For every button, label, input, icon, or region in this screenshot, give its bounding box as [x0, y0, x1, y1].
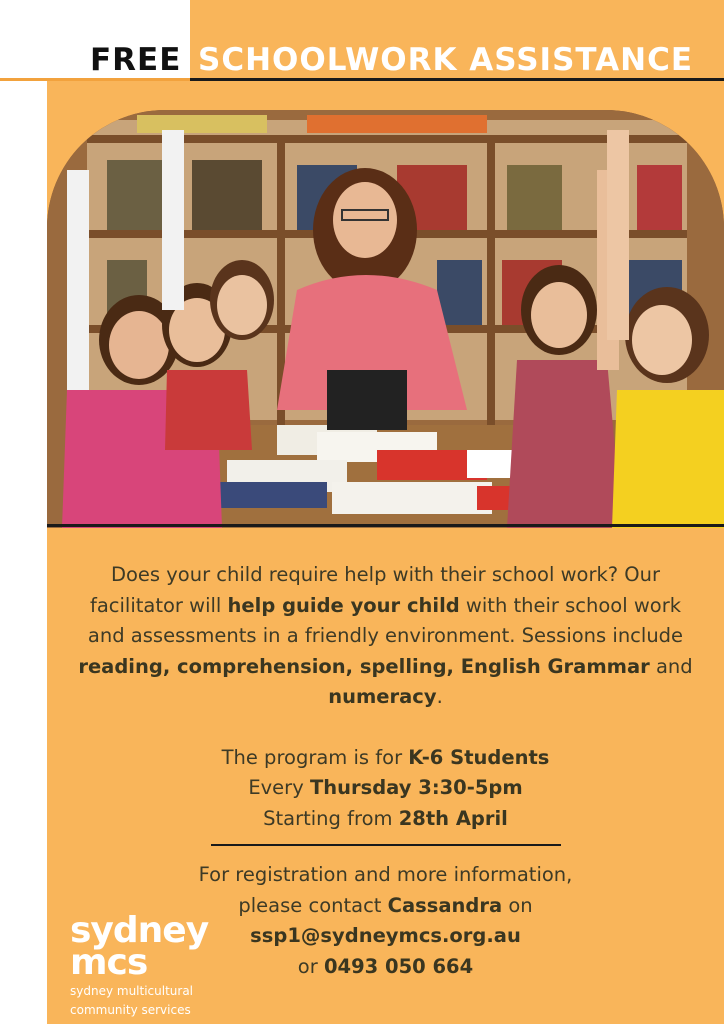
intro-bold-3: numeracy — [328, 685, 437, 708]
sydney-mcs-logo — [70, 910, 209, 1017]
content-divider — [211, 844, 561, 846]
program-start-label: Starting from — [263, 806, 399, 830]
contact-line-1: For registration and more information, — [198, 863, 573, 886]
program-audience — [47, 743, 724, 774]
photo-bottom-rule — [47, 524, 724, 527]
page-title: SCHOOLWORK ASSISTANCE — [198, 42, 694, 78]
intro-text-2: with their school work and assessments in a friendly environment. Sessions include — [87, 593, 684, 647]
logo-tagline-1: sydney multicultural — [70, 984, 194, 998]
free-label: FREE — [90, 42, 182, 78]
program-schedule — [47, 773, 724, 804]
classroom-photo — [47, 110, 724, 528]
program-start-value: 28th April — [398, 806, 508, 830]
intro-text-4: . — [436, 685, 443, 708]
contact-phone-prefix: or — [297, 954, 324, 978]
program-audience-label: The program is for — [221, 745, 409, 769]
contact-name: Cassandra — [387, 893, 503, 917]
contact-phone[interactable]: 0493 050 664 — [323, 954, 474, 978]
program-schedule-value: Thursday 3:30-5pm — [309, 776, 523, 799]
program-start — [47, 804, 724, 835]
intro-text-3: and — [649, 654, 693, 678]
header-rule-left — [0, 78, 190, 81]
program-schedule-label: Every — [248, 776, 310, 799]
header-rule-right — [190, 78, 724, 81]
intro-paragraph — [77, 560, 694, 713]
intro-bold-1: help guide your child — [227, 593, 460, 617]
logo-line-1: sydney — [70, 910, 209, 951]
contact-email[interactable]: ssp1@sydneymcs.org.au — [250, 924, 521, 947]
logo-line-2: mcs — [70, 942, 148, 983]
program-audience-value: K-6 Students — [408, 745, 550, 769]
intro-text-1: Does your child require help with their school work? Our facilitator will — [89, 563, 661, 617]
program-details — [47, 743, 724, 835]
contact-on: on — [502, 893, 533, 917]
logo-tagline-2: community services — [70, 1003, 191, 1017]
contact-prompt: please contact — [238, 893, 388, 917]
intro-bold-2: reading, comprehension, spelling, English Grammar — [78, 654, 650, 678]
